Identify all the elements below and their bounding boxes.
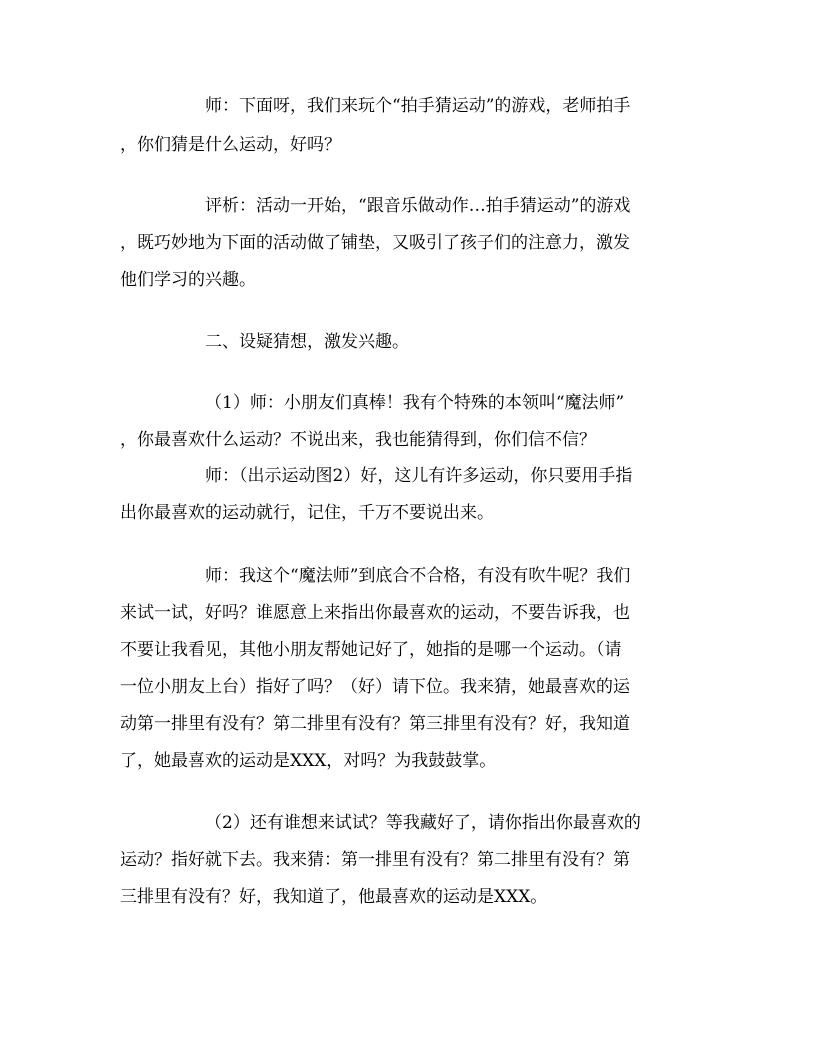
text-line: 不要让我看见，其他小朋友帮她记好了，她指的是哪一个运动。（请	[120, 640, 622, 660]
text-line: ，你们猜是什么运动，好吗？	[120, 135, 341, 155]
text-line: 动第一排里有没有？第二排里有没有？第三排里有没有？好，我知道	[120, 714, 630, 734]
text-line: 师：下面呀，我们来玩个“拍手猜运动”的游戏，老师拍手	[205, 96, 631, 116]
text-line: ，既巧妙地为下面的活动做了铺垫，又吸引了孩子们的注意力，激发	[120, 233, 630, 253]
text-line: 评析：活动一开始，“跟音乐做动作…拍手猜运动”的游戏	[205, 196, 631, 216]
text-line: 运动？指好就下去。我来猜：第一排里有没有？第二排里有没有？第	[120, 850, 630, 870]
text-line: 了，她最喜欢的运动是XXX，对吗？为我鼓鼓掌。	[120, 751, 497, 771]
text-line: （2）还有谁想来试试？等我藏好了，请你指出你最喜欢的	[205, 813, 641, 833]
text-line: 师：（出示运动图2）好，这儿有许多运动，你只要用手指	[205, 466, 633, 486]
section-heading: 二、设疑猜想，激发兴趣。	[205, 332, 409, 352]
text-line: 他们学习的兴趣。	[120, 270, 256, 290]
text-line: 一位小朋友上台）指好了吗？（好）请下位。我来猜，她最喜欢的运	[120, 677, 630, 697]
text-line: 出你最喜欢的运动就行，记住，千万不要说出来。	[120, 503, 494, 523]
text-line: 师：我这个“魔法师”到底合不合格，有没有吹牛呢？我们	[205, 566, 631, 586]
text-line: 三排里有没有？好，我知道了，他最喜欢的运动是XXX。	[120, 887, 548, 907]
text-line: ，你最喜欢什么运动？不说出来，我也能猜得到，你们信不信？	[120, 430, 596, 450]
text-line: 来试一试，好吗？谁愿意上来指出你最喜欢的运动，不要告诉我，也	[120, 603, 630, 623]
text-line: （1）师：小朋友们真棒！我有个特殊的本领叫“魔法师”	[205, 393, 625, 413]
